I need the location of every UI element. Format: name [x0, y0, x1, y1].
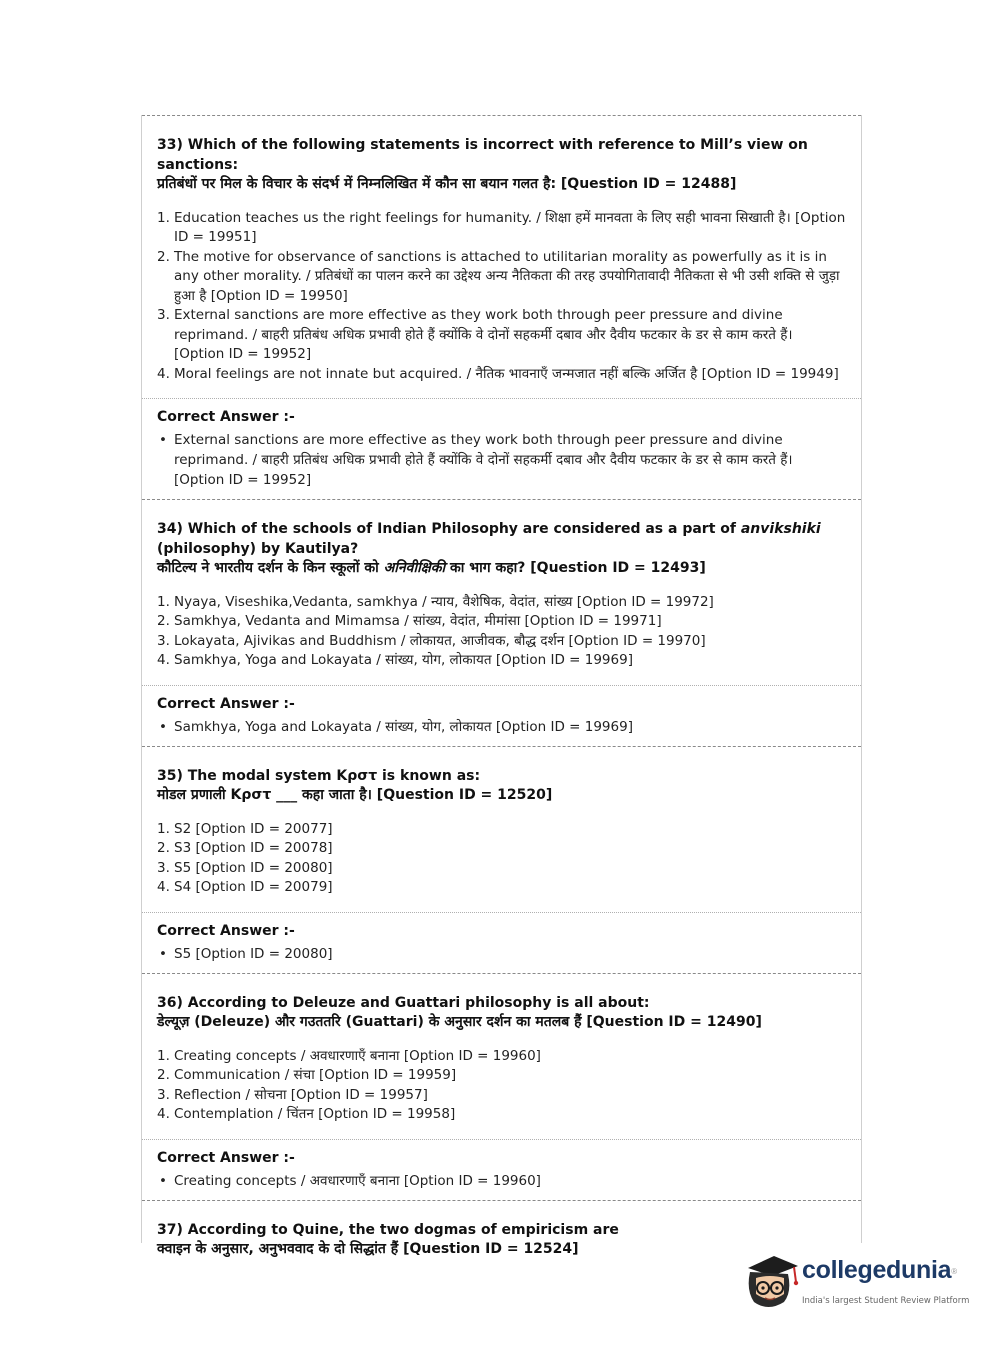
question-34: [142, 500, 861, 671]
correct-answer-value: • External sanctions are more effective as they work both through peer pressure and divine reprimand. / बाहरी प्रतिबंध अधिक प्रभावी होते हैं क्योंकि वे दोनों सहकर्मी दबाव और दैवीय फटकार के डर से काम करते हैं। [Option ID = 19952]: [159, 432, 793, 488]
option: 1. Nyaya, Viseshika,Vedanta, samkhya / न्याय, वैशेषिक, वेदांत, सांख्य [Option ID = 19972]: [157, 593, 714, 610]
question-title-en: 35) The modal system Kρστ is known as:: [157, 767, 481, 784]
question-title: [157, 520, 846, 579]
question-title: [157, 767, 846, 806]
options-list: [157, 593, 846, 671]
correct-answer-value: • Samkhya, Yoga and Lokayata / सांख्य, योग, लोकायत [Option ID = 19969]: [159, 718, 633, 735]
collegedunia-logo[interactable]: [740, 1250, 970, 1318]
option: 4. Contemplation / चिंतन [Option ID = 19958]: [157, 1106, 456, 1122]
question-35: [142, 747, 861, 898]
option: 3. Reflection / सोचना [Option ID = 19957]: [157, 1086, 428, 1103]
question-title: [157, 994, 846, 1033]
correct-answer-label: Correct Answer :-: [157, 922, 295, 939]
option: 4. Samkhya, Yoga and Lokayata / सांख्य, योग, लोकायत [Option ID = 19969]: [157, 652, 633, 668]
correct-answer: [142, 399, 861, 499]
option: 3. External sanctions are more effective as they work both through peer pressure and divine reprimand. / बाहरी प्रतिबंध अधिक प्रभावी होते हैं क्योंकि वे दोनों सहकर्मी दबाव और दैवीय फटकार के डर से काम करते हैं। [Option ID = 19952]: [157, 307, 793, 362]
correct-answer-value: • S5 [Option ID = 20080]: [159, 945, 333, 962]
question-title-hi: क्वाइन के अनुसार, अनुभववाद के दो सिद्धांत हैं [Question ID = 12524]: [157, 1241, 579, 1257]
logo-wordmark: collegedunia®: [802, 1256, 957, 1284]
option: 1. Education teaches us the right feelings for humanity. / शिक्षा हमें मानवता के लिए सही भावना सिखाती है। [Option ID = 19951]: [157, 209, 846, 245]
question-title-hi: डेल्यूज़ (Deleuze) और गउततरि (Guattari) के अनुसार दर्शन का मतलब हैं [Question ID = 12490]: [157, 1014, 762, 1030]
option: 4. S4 [Option ID = 20079]: [157, 879, 333, 895]
options-list: [157, 820, 846, 898]
correct-answer-label: Correct Answer :-: [157, 1149, 295, 1166]
question-title-en: 34) Which of the schools of Indian Philosophy are considered as a part of anvikshiki (philosophy) by Kautilya?: [157, 521, 821, 557]
options-list: [157, 209, 846, 385]
correct-answer: [142, 913, 861, 973]
question-title-hi: मोडल प्रणाली Kρστ ___ कहा जाता है। [Question ID = 12520]: [157, 787, 553, 803]
option: 3. S5 [Option ID = 20080]: [157, 859, 333, 876]
question-36: [142, 974, 861, 1125]
question-title-hi: कौटिल्य ने भारतीय दर्शन के किन स्कूलों को अनिवीक्षिकी का भाग कहा? [Question ID = 12493]: [157, 560, 706, 576]
correct-answer-label: Correct Answer :-: [157, 409, 295, 425]
question-title-en: 36) According to Deleuze and Guattari philosophy is all about:: [157, 994, 650, 1011]
option: 2. Communication / संचा [Option ID = 19959]: [157, 1067, 457, 1083]
options-list: [157, 1047, 846, 1125]
option: 1. S2 [Option ID = 20077]: [157, 820, 333, 837]
correct-answer-label: Correct Answer :-: [157, 695, 295, 712]
logo-tagline: India's largest Student Review Platform: [802, 1296, 970, 1306]
question-title-hi: प्रतिबंधों पर मिल के विचार के संदर्भ में निम्नलिखित में कौन सा बयान गलत है: [Question ID = 12488]: [157, 176, 737, 192]
option: 3. Lokayata, Ajivikas and Buddhism / लोकायत, आजीवक, बौद्ध दर्शन [Option ID = 19970]: [157, 632, 706, 649]
correct-answer-value: • Creating concepts / अवधारणाएँ बनाना [Option ID = 19960]: [159, 1172, 541, 1189]
question-title-en: 33) Which of the following statements is incorrect with reference to Mill’s view on sanctions:: [157, 137, 808, 173]
option: 2. S3 [Option ID = 20078]: [157, 840, 333, 856]
question-title-en: 37) According to Quine, the two dogmas of empiricism are: [157, 1221, 619, 1238]
student-mascot-icon: [740, 1250, 800, 1312]
correct-answer: [142, 686, 861, 746]
question-title: [157, 136, 846, 195]
option: 2. The motive for observance of sanctions is attached to utilitarian morality as powerfully as it is in any other morality. / प्रतिबंधों का पालन करने का उद्देश्य अन्य नैतिकता की तरह उपयोगितावादी नैतिकता से भी उसी शक्ति से जुड़ा हुआ है [Option ID = 19950]: [157, 248, 840, 304]
question-paper-sheet: [141, 115, 862, 1257]
option: 1. Creating concepts / अवधारणाएँ बनाना [Option ID = 19960]: [157, 1047, 541, 1064]
correct-answer: [142, 1140, 861, 1200]
option: 2. Samkhya, Vedanta and Mimamsa / सांख्य, वेदांत, मीमांसा [Option ID = 19971]: [157, 613, 662, 629]
question-33: [142, 116, 861, 384]
option: 4. Moral feelings are not innate but acquired. / नैतिक भावनाएँ जन्मजात नहीं बल्कि अर्जित है [Option ID = 19949]: [157, 365, 839, 382]
